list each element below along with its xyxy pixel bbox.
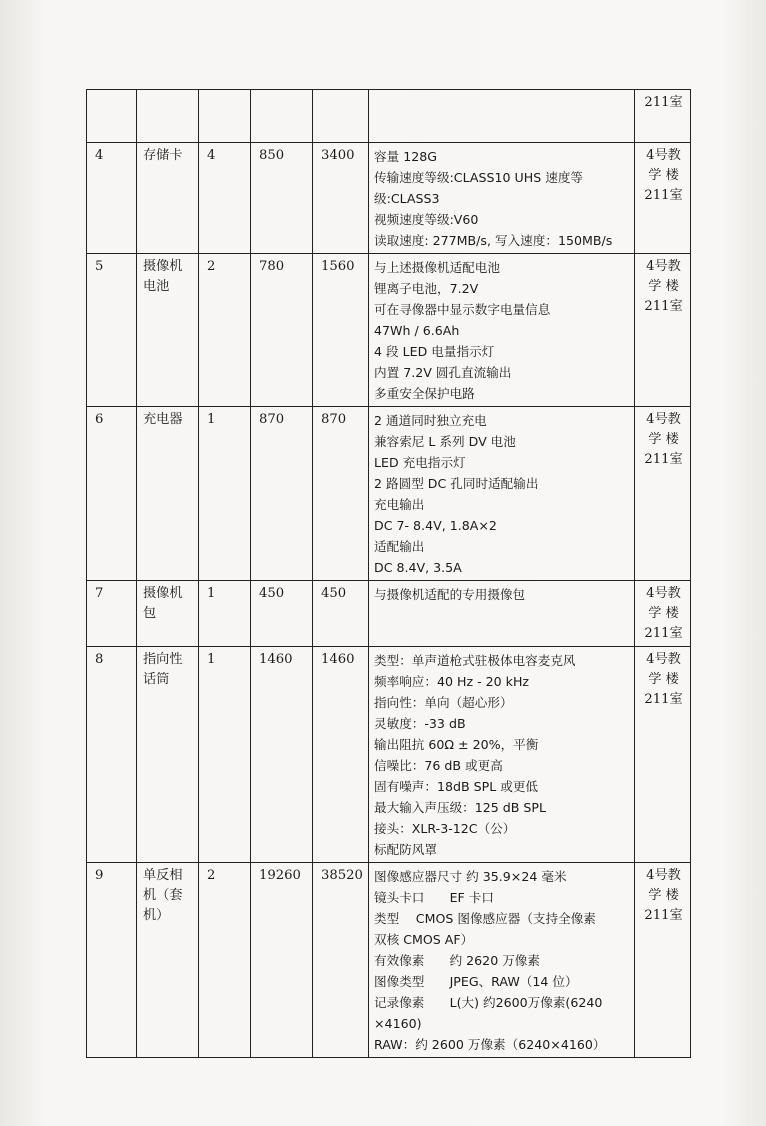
- cell-location: [635, 581, 691, 647]
- cell-unit-price: [251, 90, 313, 143]
- cell-total-price: 450: [313, 581, 369, 647]
- spec-line: 内置 7.2V 圆孔直流输出: [374, 365, 512, 380]
- cell-specification: [369, 90, 635, 143]
- spec-line: 适配输出: [374, 539, 425, 554]
- spec-line: 容量 128G: [374, 149, 437, 164]
- cell-unit-price: 780: [251, 254, 313, 407]
- cell-quantity: 4: [199, 143, 251, 254]
- location-line: 学 楼: [648, 168, 679, 183]
- cell-unit-price: 19260: [251, 863, 313, 1058]
- spec-line: 读取速度: 277MB/s, 写入速度：150MB/s: [374, 233, 613, 248]
- cell-number: 6: [87, 407, 137, 581]
- cell-total-price: 1460: [313, 647, 369, 863]
- cell-number: 4: [87, 143, 137, 254]
- cell-item-name: 单反相机（套机）: [137, 863, 199, 1058]
- spec-line: 最大输入声压级：125 dB SPL: [374, 800, 547, 815]
- location-line: 211室: [644, 95, 683, 110]
- spec-line: 与摄像机适配的专用摄像包: [374, 587, 526, 602]
- cell-location: [635, 407, 691, 581]
- cell-specification: [369, 143, 635, 254]
- spec-line: 类型：单声道枪式驻极体电容麦克风: [374, 653, 576, 668]
- cell-location: [635, 647, 691, 863]
- location-line: 学 楼: [648, 672, 679, 687]
- location-line: 4号教: [646, 412, 681, 427]
- table-row: [87, 863, 691, 1058]
- cell-unit-price: 450: [251, 581, 313, 647]
- cell-location: [635, 254, 691, 407]
- spec-line: 47Wh / 6.6Ah: [374, 323, 460, 338]
- spec-line: 输出阻抗 60Ω ± 20%，平衡: [374, 737, 539, 752]
- spec-line: 多重安全保护电路: [374, 386, 475, 401]
- spec-line: 2 通道同时独立充电: [374, 413, 487, 428]
- equipment-table: [86, 89, 691, 1058]
- spec-line: 图像类型 JPEG、RAW（14 位）: [374, 974, 578, 989]
- cell-quantity: 1: [199, 581, 251, 647]
- spec-line: 有效像素 约 2620 万像素: [374, 953, 540, 968]
- location-line: 211室: [644, 188, 683, 203]
- cell-total-price: 3400: [313, 143, 369, 254]
- cell-specification: [369, 863, 635, 1058]
- cell-quantity: 2: [199, 863, 251, 1058]
- spec-line: 记录像素 L(大) 约2600万像素(6240: [374, 995, 603, 1010]
- spec-line: 类型 CMOS 图像感应器（支持全像素: [374, 911, 596, 926]
- cell-number: 9: [87, 863, 137, 1058]
- spec-line: DC 8.4V, 3.5A: [374, 560, 462, 575]
- cell-total-price: 38520: [313, 863, 369, 1058]
- location-line: 211室: [644, 626, 683, 641]
- table-row: [87, 581, 691, 647]
- cell-unit-price: 1460: [251, 647, 313, 863]
- location-line: 4号教: [646, 652, 681, 667]
- table-row: [87, 647, 691, 863]
- cell-number: 8: [87, 647, 137, 863]
- cell-number: 5: [87, 254, 137, 407]
- cell-item-name: 摄像机包: [137, 581, 199, 647]
- location-line: 211室: [644, 452, 683, 467]
- location-line: 学 楼: [648, 888, 679, 903]
- cell-item-name: [137, 90, 199, 143]
- spec-line: 视频速度等级:V60: [374, 212, 479, 227]
- cell-quantity: 1: [199, 407, 251, 581]
- location-line: 学 楼: [648, 606, 679, 621]
- location-line: 4号教: [646, 259, 681, 274]
- spec-line: 双核 CMOS AF）: [374, 932, 474, 947]
- location-line: 学 楼: [648, 279, 679, 294]
- spec-line: 级:CLASS3: [374, 191, 440, 206]
- cell-item-name: 充电器: [137, 407, 199, 581]
- cell-item-name: 摄像机电池: [137, 254, 199, 407]
- location-line: 211室: [644, 299, 683, 314]
- cell-number: 7: [87, 581, 137, 647]
- spec-line: 兼容索尼 L 系列 DV 电池: [374, 434, 516, 449]
- cell-unit-price: 870: [251, 407, 313, 581]
- location-line: 4号教: [646, 868, 681, 883]
- cell-location: [635, 143, 691, 254]
- cell-specification: [369, 647, 635, 863]
- cell-location: [635, 863, 691, 1058]
- spec-line: 2 路圆型 DC 孔同时适配输出: [374, 476, 539, 491]
- location-line: 211室: [644, 692, 683, 707]
- location-line: 4号教: [646, 148, 681, 163]
- cell-specification: [369, 254, 635, 407]
- cell-item-name: 指向性话筒: [137, 647, 199, 863]
- cell-item-name: 存储卡: [137, 143, 199, 254]
- spec-line: 标配防风罩: [374, 842, 437, 857]
- cell-total-price: 1560: [313, 254, 369, 407]
- table-row: [87, 254, 691, 407]
- spec-line: RAW：约 2600 万像素（6240×4160）: [374, 1037, 606, 1052]
- location-line: 211室: [644, 908, 683, 923]
- spec-line: DC 7- 8.4V, 1.8A×2: [374, 518, 497, 533]
- table-row: [87, 407, 691, 581]
- cell-location: [635, 90, 691, 143]
- spec-line: 信噪比：76 dB 或更高: [374, 758, 503, 773]
- location-line: 学 楼: [648, 432, 679, 447]
- spec-line: 指向性：单向（超心形）: [374, 695, 513, 710]
- spec-line: 图像感应器尺寸 约 35.9×24 毫米: [374, 869, 567, 884]
- table-row: [87, 143, 691, 254]
- location-line: 4号教: [646, 586, 681, 601]
- spec-line: 灵敏度：-33 dB: [374, 716, 466, 731]
- table-body: [87, 90, 691, 1058]
- cell-total-price: 870: [313, 407, 369, 581]
- spec-line: 4 段 LED 电量指示灯: [374, 344, 495, 359]
- cell-specification: [369, 581, 635, 647]
- cell-quantity: 2: [199, 254, 251, 407]
- spec-line: 与上述摄像机适配电池: [374, 260, 500, 275]
- cell-unit-price: 850: [251, 143, 313, 254]
- spec-line: ×4160): [374, 1016, 422, 1031]
- cell-specification: [369, 407, 635, 581]
- cell-quantity: [199, 90, 251, 143]
- cell-number: [87, 90, 137, 143]
- spec-line: 锂离子电池，7.2V: [374, 281, 479, 296]
- spec-line: 传输速度等级:CLASS10 UHS 速度等: [374, 170, 584, 185]
- spec-line: 固有噪声：18dB SPL 或更低: [374, 779, 539, 794]
- cell-total-price: [313, 90, 369, 143]
- spec-line: 接头：XLR-3-12C（公）: [374, 821, 516, 836]
- spec-line: 可在寻像器中显示数字电量信息: [374, 302, 551, 317]
- cell-quantity: 1: [199, 647, 251, 863]
- spec-line: LED 充电指示灯: [374, 455, 466, 470]
- spec-line: 镜头卡口 EF 卡口: [374, 890, 494, 905]
- table-row: [87, 90, 691, 143]
- spec-line: 频率响应：40 Hz - 20 kHz: [374, 674, 530, 689]
- spec-line: 充电输出: [374, 497, 425, 512]
